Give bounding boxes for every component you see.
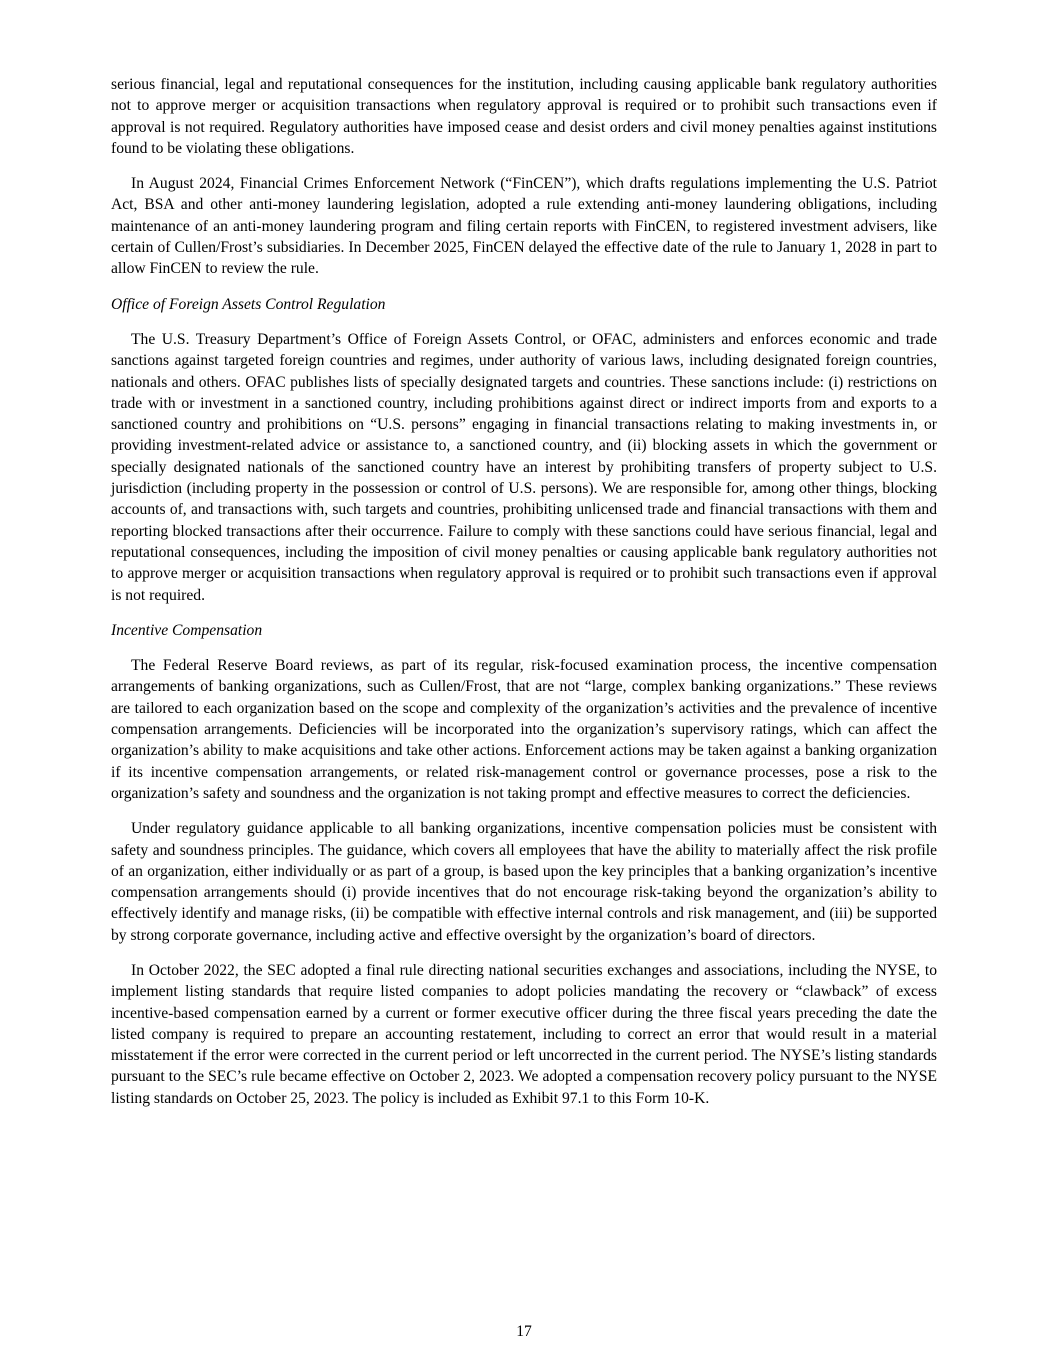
paragraph-regulatory-guidance: Under regulatory guidance applicable to all banking organizations, incentive compensation policies must be consistent with safety and soundness principles. The guidance, which covers all employees that have the ability to materially affect the risk profile of an organization, either individually or as part of a group, is based upon the key principles that a banking organization’s incentive compensation arrangements should (i) provide incentives that do not encourage risk-taking beyond the organization’s ability to effectively identify and manage risks, (ii) be compatible with effective internal controls and risk management, and (iii) be supported by strong corporate governance, including active and effective oversight by the organization’s board of directors. bbox=[111, 820, 937, 944]
section-heading-ofac: Office of Foreign Assets Control Regulation bbox=[111, 295, 386, 313]
paragraph-continuation: serious financial, legal and reputational consequences for the institution, including causing applicable bank regulatory authorities not to approve merger or acquisition transactions when regulatory approval is required or to prohibit such transactions even if approval is not required. Regulatory authorities have imposed cease and desist orders and civil money penalties against institutions found to be violating these obligations. bbox=[111, 76, 937, 157]
paragraph-sec-clawback-rule: In October 2022, the SEC adopted a final rule directing national securities exchanges and associations, including the NYSE, to implement listing standards that require listed companies to adopt policies mandating the recovery or “clawback” of excess incentive-based compensation earned by a current or former executive officer during the three fiscal years preceding the date the listed company is required to prepare an accounting restatement, including to correct an error that would result in a material misstatement if the error were corrected in the current period or left uncorrected in the current period. The NYSE’s listing standards pursuant to the SEC’s rule became effective on October 2, 2023. We adopted a compensation recovery policy pursuant to the NYSE listing standards on October 25, 2023. The policy is included as Exhibit 97.1 to this Form 10-K. bbox=[111, 961, 937, 1107]
page-number: 17 bbox=[516, 1323, 532, 1340]
paragraph-fincen: In August 2024, Financial Crimes Enforcement Network (“FinCEN”), which drafts regulations implementing the U.S. Patriot Act, BSA and other anti-money laundering legislation, adopted a rule extending anti-money laundering obligations, including maintenance of an anti-money laundering program and filing certain reports with FinCEN, to registered investment advisers, like certain of Cullen/Frost’s subsidiaries. In December 2025, FinCEN delayed the effective date of the rule to January 1, 2028 in part to allow FinCEN to review the rule. bbox=[111, 175, 937, 278]
paragraph-federal-reserve-review: The Federal Reserve Board reviews, as part of its regular, risk-focused examination process, the incentive compensation arrangements of banking organizations, such as Cullen/Frost, that are not “large, complex banking organizations.” These reviews are tailored to each organization based on the scope and complexity of the organization’s activities and the prevalence of incentive compensation arrangements. Deficiencies will be incorporated into the organization’s supervisory ratings, which can affect the organization’s ability to make acquisitions and take other actions. Enforcement actions may be taken against a banking organization if its incentive compensation arrangements, or related risk-management control or governance processes, pose a risk to the organization’s safety and soundness and the organization is not taking prompt and effective measures to correct the deficiencies. bbox=[111, 657, 937, 802]
section-heading-incentive-compensation: Incentive Compensation bbox=[111, 621, 263, 639]
document-body bbox=[111, 74, 937, 1123]
paragraph-ofac: The U.S. Treasury Department’s Office of Foreign Assets Control, or OFAC, administers and enforces economic and trade sanctions against targeted foreign countries and regimes, under authority of various laws, including designated foreign countries, nationals and others. OFAC publishes lists of specially designated targets and countries. These sanctions include: (i) restrictions on trade with or investment in a sanctioned country, including prohibitions against direct or indirect imports from and exports to a sanctioned country and prohibitions on “U.S. persons” engaging in financial transactions relating to making investments in, or providing investment-related advice or assistance to, a sanctioned country, and (ii) blocking assets in which the government or specially designated nationals of the sanctioned country have an interest by prohibiting transfers of property subject to U.S. jurisdiction (including property in the possession or control of U.S. persons). We are responsible for, among other things, blocking accounts of, and transactions with, such targets and countries, prohibiting unlicensed trade and financial transactions with them and reporting blocked transactions after their occurrence. Failure to comply with these sanctions could have serious financial, legal and reputational consequences, including the imposition of civil money penalties or causing applicable bank regulatory authorities not to approve merger or acquisition transactions when regulatory approval is required or to prohibit such transactions even if approval is not required. bbox=[111, 330, 937, 604]
